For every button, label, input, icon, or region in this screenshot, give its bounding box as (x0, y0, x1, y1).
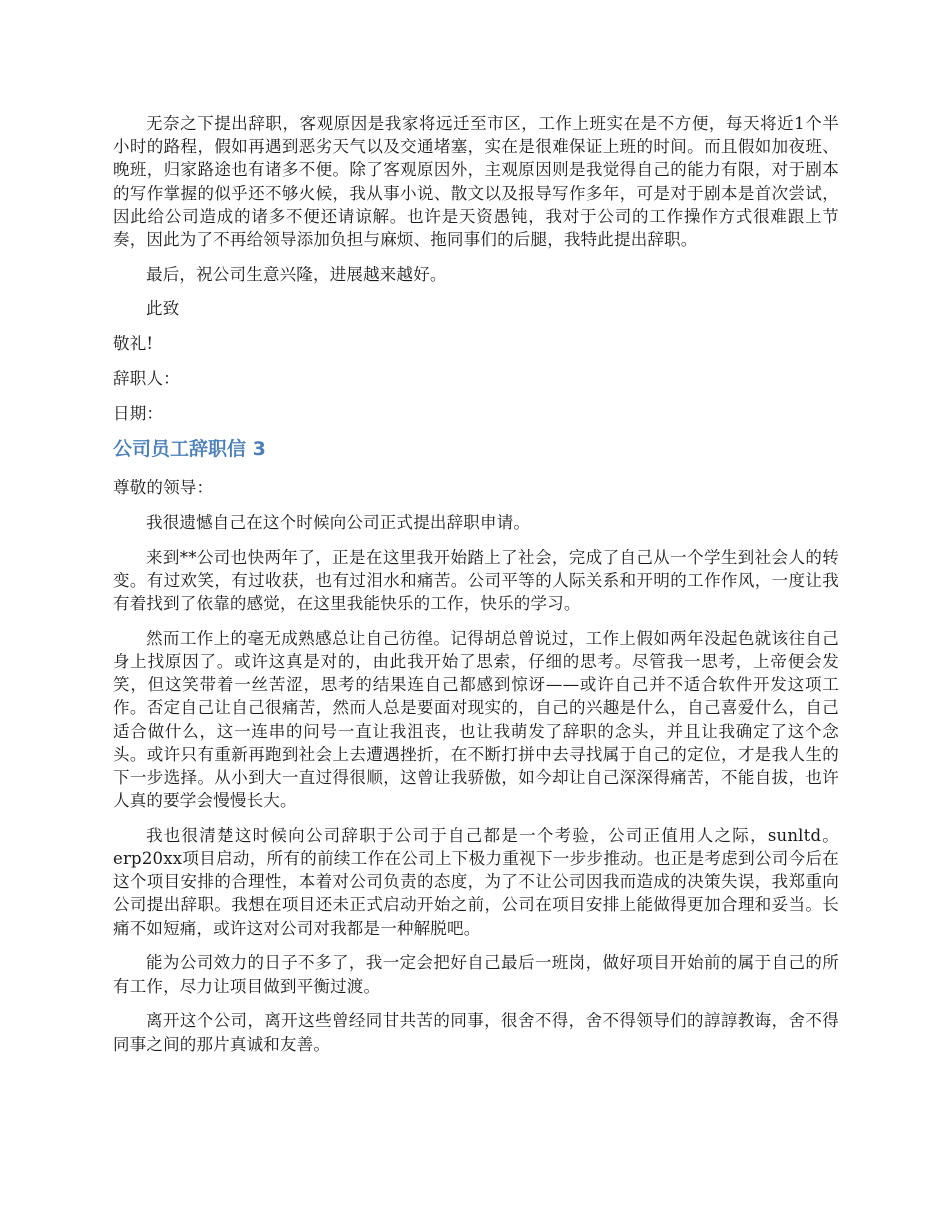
section-heading: 公司员工辞职信 3 (113, 438, 266, 461)
paragraph: 我也很清楚这时候向公司辞职于公司于自己都是一个考验，公司正值用人之际，sunltd。erp20xx项目启动，所有的前续工作在公司上下极力重视下一步步推动。也正是考虑到公司今后在这个项目安排的合理性，本着对公司负责的态度，为了不让公司因我而造成的决策失误，我郑重向公司提出辞职。我想在项目还未正式启动开始之前，公司在项目安排上能做得更加合理和妥当。长痛不如短痛，或许这对公司对我都是一种解脱吧。 (113, 825, 839, 938)
paragraph: 离开这个公司，离开这些曾经同甘共苦的同事，很舍不得，舍不得领导们的諄諄教诲，舍不得同事之间的那片真诚和友善。 (113, 1011, 839, 1054)
paragraph: 我很遗憾自己在这个时候向公司正式提出辞职申请。 (146, 512, 531, 532)
salutation: 尊敬的领导： (113, 478, 214, 498)
document-body (113, 112, 839, 1067)
paragraph: 能为公司效力的日子不多了，我一定会把好自己最后一班岗，做好项目开始前的属于自己的所有工作，尽力让项目做到平衡过渡。 (113, 953, 839, 996)
resigner-label: 辞职人： (113, 368, 180, 388)
paragraph: 无奈之下提出辞职，客观原因是我家将远迁至市区，工作上班实在是不方便，每天将近1个半小时的路程，假如再遇到恶劣天气以及交通堵塞，实在是很难保证上班的时间。而且假如加夜班、晚班，归家路途也有诸多不便。除了客观原因外，主观原因则是我觉得自己的能力有限，对于剧本的写作掌握的似乎还不够火候，我从事小说、散文以及报导写作多年，可是对于剧本是首次尝试，因此给公司造成的诸多不便还请谅解。也许是天资愚钝，我对于公司的工作操作方式很难跟上节奏，因此为了不再给领导添加负担与麻烦、拖同事们的后腿，我特此提出辞职。 (113, 114, 839, 250)
closing-salute: 敬礼! (113, 334, 154, 354)
paragraph: 然而工作上的毫无成熟感总让自己彷徨。记得胡总曾说过，工作上假如两年没起色就该往自己身上找原因了。或许这真是对的，由此我开始了思索，仔细的思考。尽管我一思考，上帝便会发笑，但这笑带着一丝苦涩，思考的结果连自己都感到惊讶——或许自己并不适合软件开发这项工作。否定自己让自己很痛苦，然而人总是要面对现实的，自己的兴趣是什么，自己喜爱什么，自己适合做什么，这一连串的问号一直让我沮丧，也让我萌发了辞职的念头，并且让我确定了这个念头。或许只有重新再跑到社会上去遭遇挫折，在不断打拼中去寻找属于自己的定位，才是我人生的下一步选择。从小到大一直过得很顺，这曾让我骄傲，如今却让自己深深得痛苦，不能自拔，也许人真的要学会慢慢长大。 (113, 628, 839, 811)
closing-wish: 最后，祝公司生意兴隆，进展越来越好。 (146, 264, 447, 284)
paragraph: 来到**公司也快两年了，正是在这里我开始踏上了社会，完成了自己从一个学生到社会人的转变。有过欢笑，有过收获，也有过泪水和痛苦。公司平等的人际关系和开明的工作作风，一度让我有着找到了依靠的感觉，在这里我能快乐的工作，快乐的学习。 (113, 547, 839, 614)
date-label: 日期： (113, 403, 164, 423)
closing-regards: 此致 (146, 299, 180, 319)
